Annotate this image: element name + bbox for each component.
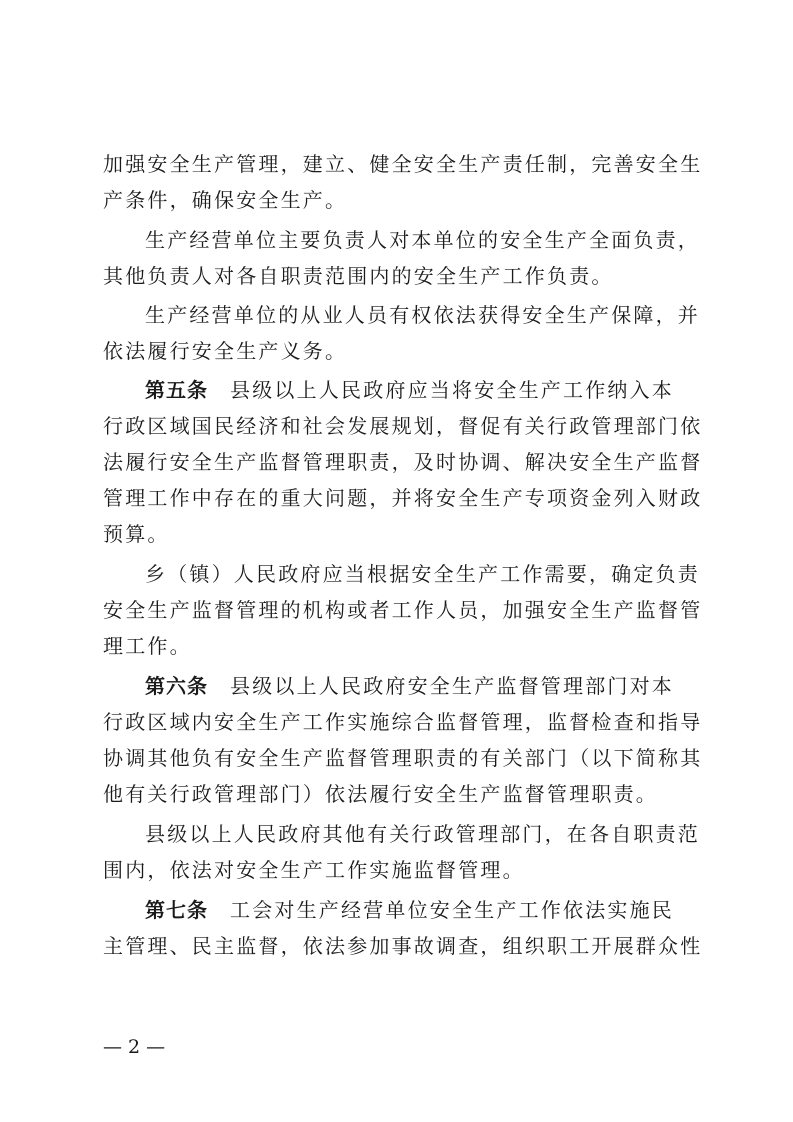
text-span: 县级以上人民政府应当将安全生产工作纳入本 — [230, 378, 674, 402]
text-span: 工会对生产经营单位安全生产工作依法实施民 — [230, 898, 674, 922]
text-line: 生产经营单位的从业人员有权依法获得安全生产保障，并 — [145, 303, 700, 327]
text-line: 围内，依法对安全生产工作实施监督管理。 — [103, 858, 525, 882]
text-line: 主管理、民主监督，依法参加事故调查，组织职工开展群众性 — [103, 934, 703, 958]
text-line: 加强安全生产管理，建立、健全安全生产责任制，完善安全生 — [103, 152, 703, 176]
text-line: 法履行安全生产监督管理职责，及时协调、解决安全生产监督 — [103, 450, 703, 474]
text-line: 生产经营单位主要负责人对本单位的安全生产全面负责， — [145, 228, 700, 252]
text-line: 安全生产监督管理的机构或者工作人员，加强安全生产监督管 — [103, 598, 703, 622]
text-line: 县级以上人民政府其他有关行政管理部门，在各自职责范 — [145, 822, 700, 846]
text-line: 乡（镇）人民政府应当根据安全生产工作需要，确定负责 — [145, 562, 700, 586]
article-label: 第七条 — [145, 898, 208, 922]
text-line: 行政区域国民经济和社会发展规划，督促有关行政管理部门依 — [103, 414, 703, 438]
text-line: 协调其他负有安全生产监督管理职责的有关部门（以下简称其 — [103, 746, 703, 770]
article-label: 第六条 — [145, 674, 208, 698]
article-line — [145, 376, 703, 404]
text-line: 其他负责人对各自职责范围内的安全生产工作负责。 — [103, 264, 614, 288]
text-line: 理工作。 — [103, 634, 192, 658]
article-label: 第五条 — [145, 378, 208, 402]
text-span: 县级以上人民政府安全生产监督管理部门对本 — [230, 674, 674, 698]
text-line: 预算。 — [103, 522, 170, 546]
page-number: — 2 — — [103, 1036, 166, 1058]
text-line: 行政区域内安全生产工作实施综合监督管理，监督检查和指导 — [103, 710, 703, 734]
text-line: 他有关行政管理部门）依法履行安全生产监督管理职责。 — [103, 782, 658, 806]
text-line: 管理工作中存在的重大问题，并将安全生产专项资金列入财政 — [103, 486, 703, 510]
text-line: 依法履行安全生产义务。 — [103, 339, 348, 363]
article-line — [145, 672, 703, 700]
article-line — [145, 896, 703, 924]
text-line: 产条件，确保安全生产。 — [103, 188, 348, 212]
